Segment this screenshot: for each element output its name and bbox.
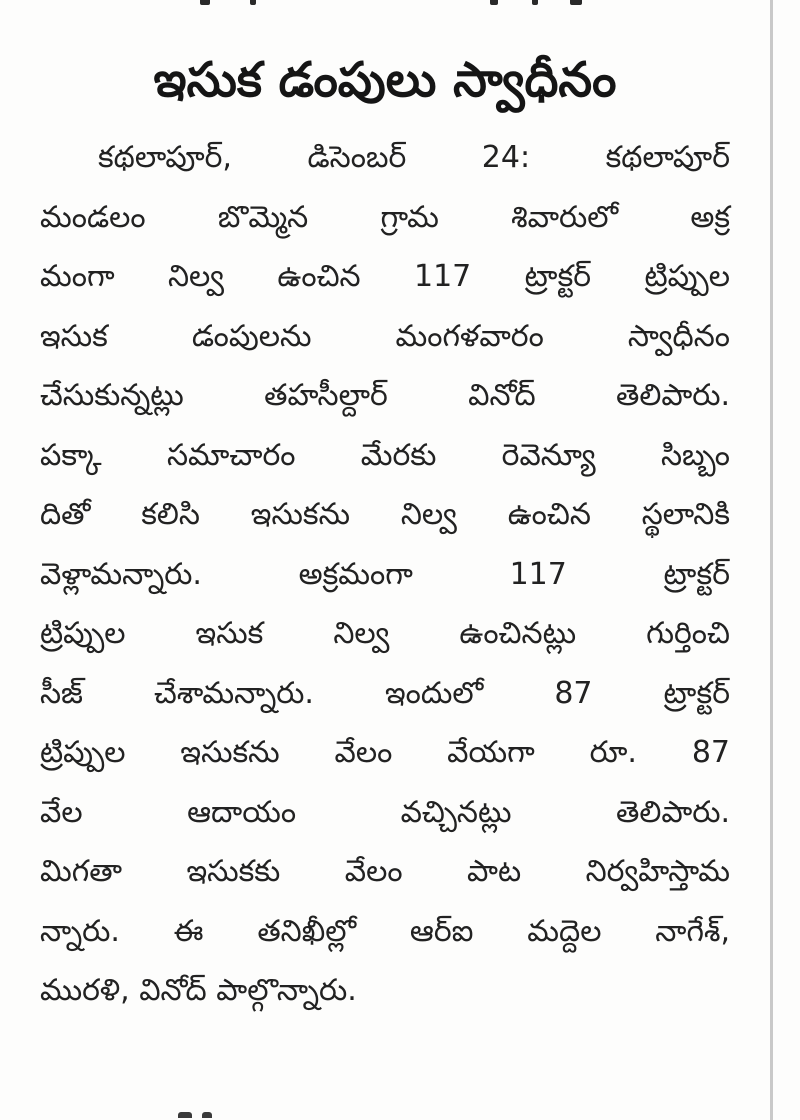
article-line: మండలం బొమ్మెన గ్రామ శివారులో అక్ర (40, 199, 730, 235)
news-article (40, 40, 730, 1021)
article-line: ట్రిప్పుల ఇసుకను వేలం వేయగా రూ. 87 (40, 735, 730, 770)
article-line: ఇసుక డంపులను మంగళవారం స్వాధీనం (40, 318, 730, 354)
article-headline: ఇసుక డంపులు స్వాధీనం (153, 52, 617, 108)
previous-article-remnant (160, 0, 640, 6)
article-line: న్నారు. ఈ తనిఖీల్లో ఆర్ఐ మద్దెల నాగేశ్, (40, 913, 730, 949)
article-line: మంగా నిల్వ ఉంచిన 117 ట్రాక్టర్ ట్రిప్పుల (40, 259, 730, 294)
next-article-remnant (178, 1110, 238, 1120)
article-line: చేసుకున్నట్లు తహసీల్దార్ వినోద్ తెలిపారు. (40, 378, 730, 413)
article-line: కథలాపూర్, డిసెంబర్ 24: కథలాపూర్ (98, 140, 730, 175)
article-line: వెళ్లామన్నారు. అక్రమంగా 117 ట్రాక్టర్ (40, 556, 730, 592)
column-divider (770, 0, 773, 1120)
article-line: దితో కలిసి ఇసుకను నిల్వ ఉంచిన స్థలానికి (40, 497, 730, 532)
article-line: మురళి, వినోద్ పాల్గొన్నారు. (40, 973, 357, 1008)
article-line: సీజ్ చేశామన్నారు. ఇందులో 87 ట్రాక్టర్ (40, 675, 730, 711)
article-line: ట్రిప్పుల ఇసుక నిల్వ ఉంచినట్లు గుర్తించి (40, 616, 730, 651)
article-body (40, 128, 730, 1021)
article-line: మిగతా ఇసుకకు వేలం పాట నిర్వహిస్తామ (40, 854, 730, 889)
article-line: వేల ఆదాయం వచ్చినట్లు తెలిపారు. (40, 794, 730, 830)
article-line: పక్కా సమాచారం మేరకు రెవెన్యూ సిబ్బం (40, 437, 730, 473)
